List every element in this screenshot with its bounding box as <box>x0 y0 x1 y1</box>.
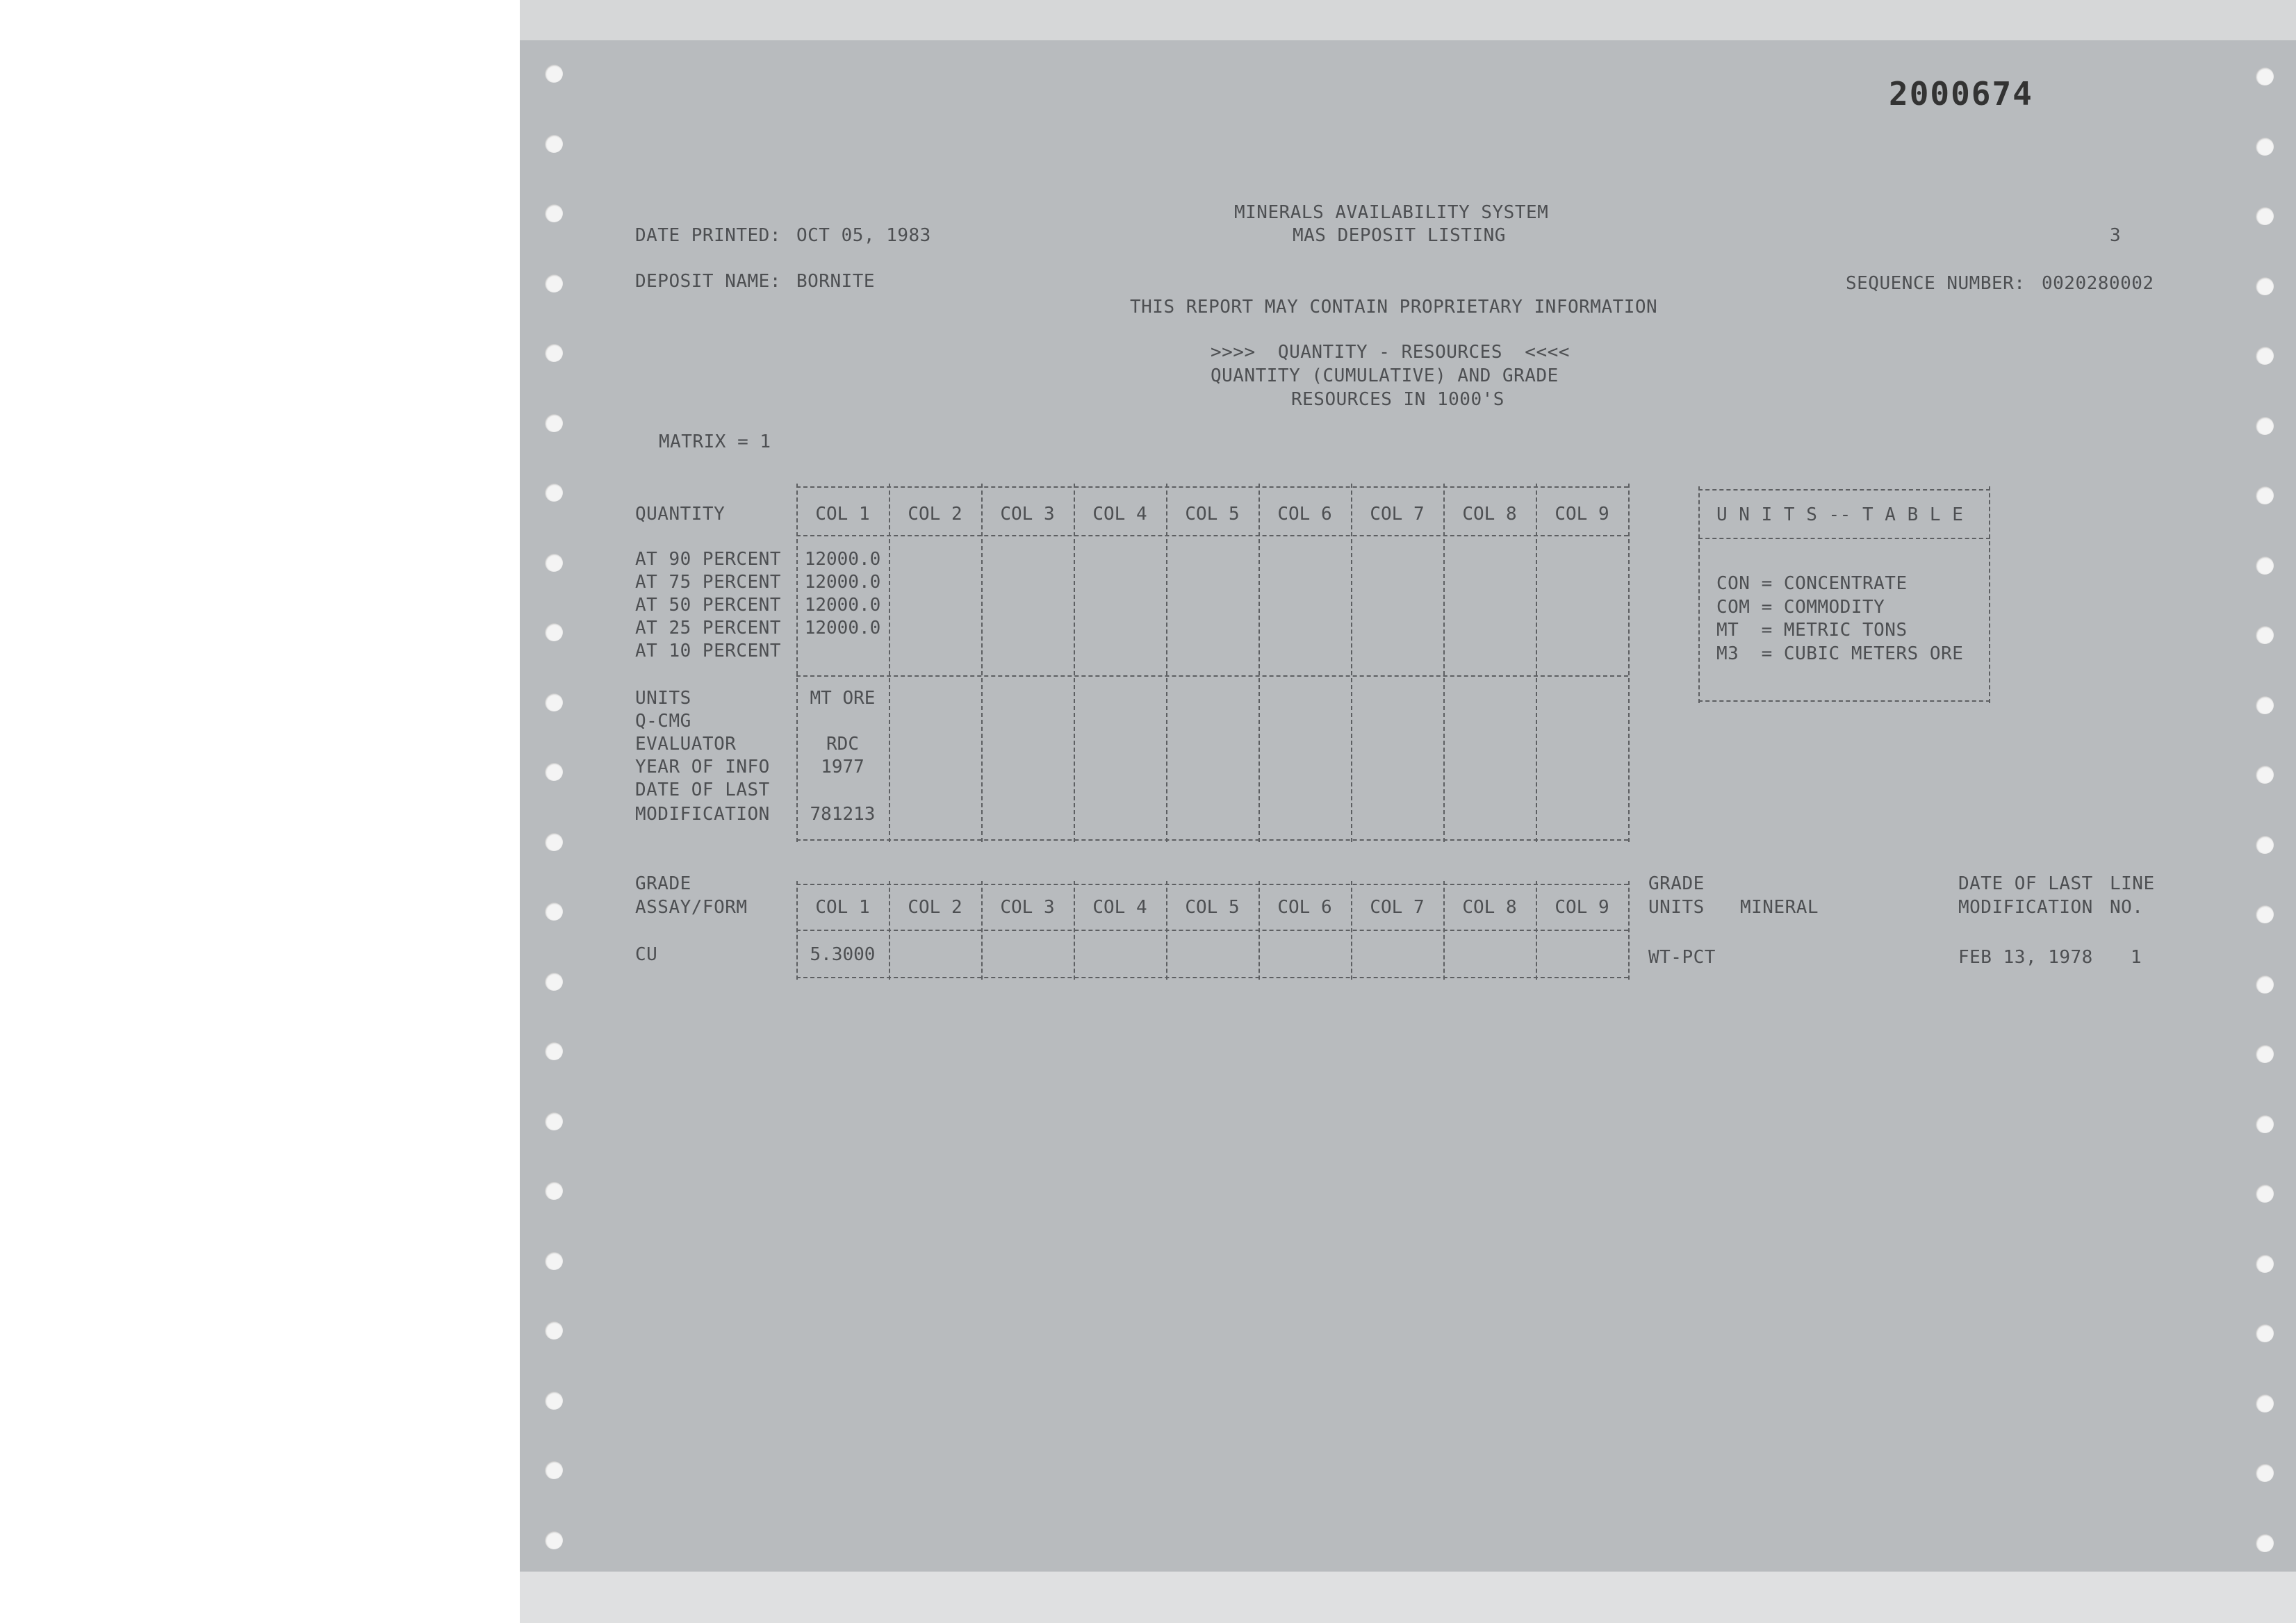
quantity-value: 12000.0 <box>804 549 881 570</box>
feed-hole <box>545 623 563 641</box>
table-rule <box>796 675 1628 677</box>
quantity-value: 12000.0 <box>804 572 881 593</box>
deposit-name-label: DEPOSIT NAME: <box>635 271 781 292</box>
date-last-header: DATE OF LAST <box>1958 873 2093 894</box>
grade-value: 5.3000 <box>810 944 876 965</box>
feed-hole <box>2256 836 2274 854</box>
units-entry: M3 = CUBIC METERS ORE <box>1716 643 1964 664</box>
document-stamp-number: 2000674 <box>1889 75 2033 113</box>
feed-hole <box>545 414 563 432</box>
feed-hole <box>545 1182 563 1200</box>
feed-hole <box>545 1252 563 1270</box>
feed-hole <box>2256 905 2274 923</box>
section-title: >>>> QUANTITY - RESOURCES <<<< <box>1211 342 1570 363</box>
assay-form-label: ASSAY/FORM <box>635 897 748 918</box>
date-printed-label: DATE PRINTED: <box>635 225 781 246</box>
column-header: COL 1 <box>815 897 870 918</box>
feed-hole <box>2256 766 2274 784</box>
feed-hole <box>2256 975 2274 994</box>
page-number: 3 <box>2110 225 2122 246</box>
scanner-bottom-margin <box>520 1572 2296 1623</box>
feed-hole <box>2256 417 2274 435</box>
feed-hole <box>2256 277 2274 295</box>
table-column-divider <box>1351 484 1352 842</box>
column-header: COL 3 <box>1000 897 1055 918</box>
proprietary-notice: THIS REPORT MAY CONTAIN PROPRIETARY INFORMATION <box>1130 297 1658 318</box>
column-header: COL 4 <box>1092 504 1147 525</box>
table-column-divider <box>1074 484 1075 842</box>
info-row-label: Q-CMG <box>635 711 691 732</box>
feed-hole <box>2256 1255 2274 1273</box>
table-rule <box>796 930 1628 931</box>
feed-hole <box>545 274 563 293</box>
system-title: MINERALS AVAILABILITY SYSTEM <box>1234 202 1549 223</box>
units-table-title: U N I T S -- T A B L E <box>1716 504 1964 525</box>
info-row-label: UNITS <box>635 688 691 709</box>
feed-hole <box>545 1042 563 1060</box>
deposit-name-value: BORNITE <box>796 271 876 292</box>
feed-hole <box>545 1112 563 1130</box>
table-column-divider <box>981 484 983 842</box>
feed-hole <box>2256 1185 2274 1203</box>
listing-title: MAS DEPOSIT LISTING <box>1293 225 1506 246</box>
feed-hole <box>2256 1534 2274 1552</box>
feed-hole <box>545 1531 563 1549</box>
assay-cu: CU <box>635 944 658 965</box>
feed-hole <box>2256 1045 2274 1063</box>
table-column-divider <box>1628 881 1630 980</box>
table-column-divider <box>1443 484 1445 842</box>
scanner-top-margin <box>520 0 2296 40</box>
section-units: RESOURCES IN 1000'S <box>1291 389 1504 410</box>
grade-units-value: WT-PCT <box>1648 947 1716 968</box>
units-table-rule <box>1698 700 1990 702</box>
feed-hole <box>545 693 563 711</box>
quantity-value: 12000.0 <box>804 618 881 639</box>
feed-hole <box>545 65 563 83</box>
feed-hole <box>2256 1394 2274 1412</box>
percent-row-label: AT 10 PERCENT <box>635 641 781 661</box>
column-header: COL 5 <box>1185 897 1240 918</box>
column-header: COL 6 <box>1277 897 1332 918</box>
feed-hole <box>545 1392 563 1410</box>
feed-hole <box>545 1321 563 1340</box>
feed-hole <box>2256 1115 2274 1133</box>
line-no-header: NO. <box>2110 897 2144 918</box>
column-header: COL 8 <box>1462 897 1517 918</box>
feed-hole <box>545 973 563 991</box>
info-row-label: MODIFICATION <box>635 804 770 825</box>
column-header: COL 8 <box>1462 504 1517 525</box>
feed-hole <box>545 833 563 851</box>
column-header: COL 9 <box>1555 504 1609 525</box>
feed-hole <box>545 135 563 153</box>
percent-row-label: AT 25 PERCENT <box>635 618 781 639</box>
column-header: COL 1 <box>815 504 870 525</box>
column-header: COL 7 <box>1370 897 1425 918</box>
feed-hole <box>545 484 563 502</box>
table-column-divider <box>1628 484 1630 842</box>
column-header: COL 7 <box>1370 504 1425 525</box>
feed-hole <box>545 554 563 572</box>
feed-hole <box>2256 626 2274 644</box>
info-value: 781213 <box>810 804 876 825</box>
table-rule <box>796 977 1628 978</box>
table-column-divider <box>889 484 890 842</box>
printout-page <box>520 40 2296 1572</box>
info-value: MT ORE <box>810 688 876 709</box>
info-value: RDC <box>826 734 859 755</box>
section-subtitle: QUANTITY (CUMULATIVE) AND GRADE <box>1211 365 1559 386</box>
column-header: COL 2 <box>908 897 962 918</box>
grade-units-header: GRADE <box>1648 873 1705 894</box>
units-table-rule <box>1698 489 1990 491</box>
feed-hole <box>2256 207 2274 225</box>
feed-hole <box>2256 138 2274 156</box>
column-header: COL 4 <box>1092 897 1147 918</box>
grade-units-header: UNITS <box>1648 897 1705 918</box>
column-header: COL 5 <box>1185 504 1240 525</box>
modification-header: MODIFICATION <box>1958 897 2093 918</box>
modification-date-value: FEB 13, 1978 <box>1958 947 2093 968</box>
column-header: COL 3 <box>1000 504 1055 525</box>
feed-hole <box>2256 1464 2274 1482</box>
quantity-value: 12000.0 <box>804 595 881 616</box>
percent-row-label: AT 90 PERCENT <box>635 549 781 570</box>
feed-hole <box>545 1461 563 1479</box>
table-rule <box>796 839 1628 841</box>
table-rule <box>796 486 1628 488</box>
feed-hole <box>2256 486 2274 504</box>
table-column-divider <box>1166 484 1167 842</box>
sequence-number-label: SEQUENCE NUMBER: <box>1846 273 2026 294</box>
feed-hole <box>2256 1324 2274 1342</box>
feed-hole <box>2256 696 2274 714</box>
column-header: COL 2 <box>908 504 962 525</box>
units-table-border <box>1989 486 1990 703</box>
feed-hole <box>545 204 563 222</box>
units-entry: MT = METRIC TONS <box>1716 620 1908 641</box>
date-printed-value: OCT 05, 1983 <box>796 225 931 246</box>
table-rule <box>796 535 1628 536</box>
info-value: 1977 <box>821 757 864 777</box>
units-table-border <box>1698 486 1700 703</box>
feed-hole <box>545 903 563 921</box>
feed-hole <box>2256 557 2274 575</box>
feed-hole <box>545 344 563 362</box>
mineral-header: MINERAL <box>1740 897 1819 918</box>
feed-hole <box>2256 347 2274 365</box>
percent-row-label: AT 50 PERCENT <box>635 595 781 616</box>
units-table-rule <box>1698 538 1990 539</box>
table-column-divider <box>1258 484 1260 842</box>
column-header: COL 9 <box>1555 897 1609 918</box>
units-entry: CON = CONCENTRATE <box>1716 573 1908 594</box>
column-header: COL 6 <box>1277 504 1332 525</box>
percent-row-label: AT 75 PERCENT <box>635 572 781 593</box>
quantity-label: QUANTITY <box>635 504 725 525</box>
info-row-label: DATE OF LAST <box>635 780 770 800</box>
info-row-label: EVALUATOR <box>635 734 737 755</box>
line-header: LINE <box>2110 873 2155 894</box>
table-column-divider <box>796 484 798 842</box>
units-entry: COM = COMMODITY <box>1716 597 1885 618</box>
matrix-label: MATRIX = 1 <box>659 431 771 452</box>
feed-hole <box>545 763 563 781</box>
table-rule <box>796 884 1628 885</box>
info-row-label: YEAR OF INFO <box>635 757 770 777</box>
line-number-value: 1 <box>2131 947 2142 968</box>
feed-hole <box>2256 67 2274 85</box>
table-column-divider <box>1536 484 1537 842</box>
sequence-number-value: 0020280002 <box>2042 273 2154 294</box>
grade-label: GRADE <box>635 873 691 894</box>
